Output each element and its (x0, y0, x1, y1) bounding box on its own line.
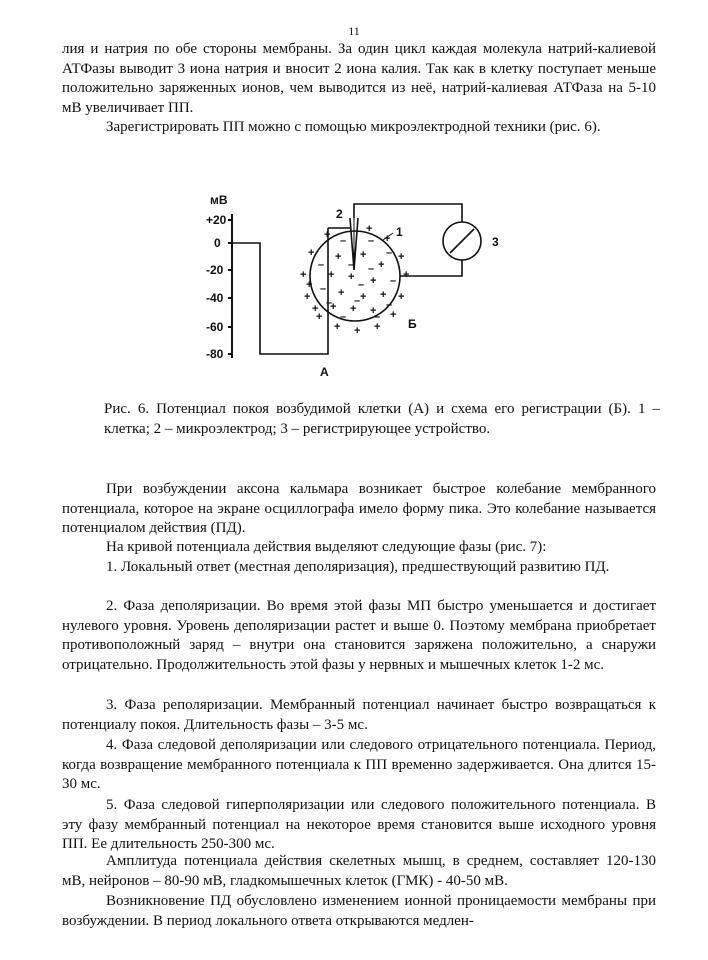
tick-minus80: -80 (206, 347, 224, 361)
paragraph-1: лия и натрия по обе стороны мембраны. За один цикл каждая молекула натрий-калиевой АТФазы выводит 3 иона натрия и вносит 2 иона калия. Так как в клетку поступает меньше положительно заряженных ионов, чем выводится из неё, натрий-калиевая АТФаза на 5-10 мВ увеличивает ПП. (62, 41, 656, 116)
paragraph-4: На кривой потенциала действия выделяют следующие фазы (рис. 7): (106, 539, 547, 555)
paragraph-3: При возбуждении аксона кальмара возникает быстрое колебание мембранного потенциала, которое на экране осциллографа имело форму пика. Это колебание называется потенциалом действия (ПД). (62, 481, 656, 536)
device-needle (450, 229, 474, 253)
unit-label: мВ (210, 193, 228, 207)
svg-text:+: + (374, 321, 381, 333)
svg-text:–: – (386, 299, 393, 311)
paragraph-6: 2. Фаза деполяризации. Во время этой фазы МП быстро уменьшается и достигает нулевого уровня. Уровень деполяризации растет и выше 0. Поэтому мембрана приобретает противоположный заряд – внутри она становится заряжена положительно, а снаружи отрицательно. Продолжительность этой фазы у нервных и мышечных клеток 1-2 мс. (62, 598, 656, 673)
svg-text:–: – (368, 263, 375, 275)
svg-text:+: + (378, 259, 385, 271)
svg-text:–: – (348, 259, 355, 271)
label-b: Б (408, 317, 417, 331)
figure-caption: Рис. 6. Потенциал покоя возбудимой клетки (А) и схема его регистрации (Б). 1 – клетка; 2 – микроэлектрод; 3 – регистрирующее устройство. (104, 401, 660, 437)
svg-text:+: + (300, 269, 307, 281)
svg-text:+: + (328, 269, 335, 281)
wire-electrode (354, 204, 462, 222)
svg-text:–: – (354, 295, 361, 307)
svg-text:+: + (360, 291, 367, 303)
svg-text:+: + (360, 249, 367, 261)
tick-0: 0 (214, 236, 221, 250)
svg-text:+: + (350, 303, 357, 315)
svg-text:–: – (368, 235, 375, 247)
figure-6-diagram (190, 188, 520, 388)
svg-text:+: + (324, 229, 331, 241)
paragraph-10: Амплитуда потенциала действия скелетных мышц, в среднем, составляет 120-130 мВ, нейронов – 80-90 мВ, гладкомышечных клеток (ГМК) - 40-50 мВ. (62, 853, 656, 889)
label-device: 3 (492, 235, 499, 249)
svg-text:+: + (335, 251, 342, 263)
paragraph-9: 5. Фаза следовой гиперполяризации или следового положительного потенциала. В эту фазу мембранный потенциал на некоторое время становится выше исходного уровня ПП. Ее длительность 250-300 мс. (62, 797, 656, 852)
label-electrode: 2 (336, 207, 343, 221)
svg-text:+: + (354, 325, 361, 337)
label-cell: 1 (396, 225, 403, 239)
svg-text:+: + (316, 311, 323, 323)
svg-text:+: + (304, 291, 311, 303)
svg-text:–: – (374, 311, 381, 323)
svg-text:–: – (318, 259, 325, 271)
tick-plus20: +20 (206, 213, 227, 227)
svg-text:+: + (330, 301, 337, 313)
svg-text:+: + (338, 287, 345, 299)
svg-text:+: + (370, 305, 377, 317)
svg-text:+: + (306, 279, 313, 291)
paragraph-7: 3. Фаза реполяризации. Мембранный потенциал начинает быстро возвращаться к потенциалу покоя. Длительность фазы – 3-5 мс. (62, 697, 656, 733)
paragraph-5: 1. Локальный ответ (местная деполяризация), предшествующий развитию ПД. (106, 559, 610, 575)
svg-text:–: – (320, 283, 327, 295)
paragraph-8: 4. Фаза следовой деполяризации или следового отрицательного потенциала. Период, когда возвращение мембранного потенциала к ПП временно задерживается. Она длится 15-30 мс. (62, 737, 656, 792)
paragraph-11: Возникновение ПД обусловлено изменением ионной проницаемости мембраны при возбуждении. В период локального ответа открываются медлен- (62, 893, 656, 929)
svg-text:–: – (340, 311, 347, 323)
svg-text:+: + (380, 289, 387, 301)
svg-text:+: + (398, 251, 405, 263)
svg-text:+: + (312, 303, 319, 315)
svg-text:–: – (358, 279, 365, 291)
svg-text:–: – (390, 275, 397, 287)
svg-text:+: + (398, 291, 405, 303)
label-a: А (320, 365, 329, 379)
svg-text:–: – (340, 235, 347, 247)
svg-text:–: – (386, 247, 393, 259)
tick-minus60: -60 (206, 320, 224, 334)
svg-text:+: + (384, 233, 391, 245)
svg-text:+: + (390, 309, 397, 321)
page-number: 11 (348, 24, 360, 38)
svg-text:+: + (366, 223, 373, 235)
tick-minus20: -20 (206, 263, 224, 277)
svg-text:+: + (308, 247, 315, 259)
svg-text:+: + (334, 321, 341, 333)
svg-text:+: + (403, 269, 410, 281)
svg-text:–: – (326, 297, 333, 309)
svg-text:+: + (348, 271, 355, 283)
tick-minus40: -40 (206, 291, 224, 305)
svg-text:+: + (370, 275, 377, 287)
paragraph-2: Зарегистрировать ПП можно с помощью микроэлектродной техники (рис. 6). (106, 119, 601, 135)
